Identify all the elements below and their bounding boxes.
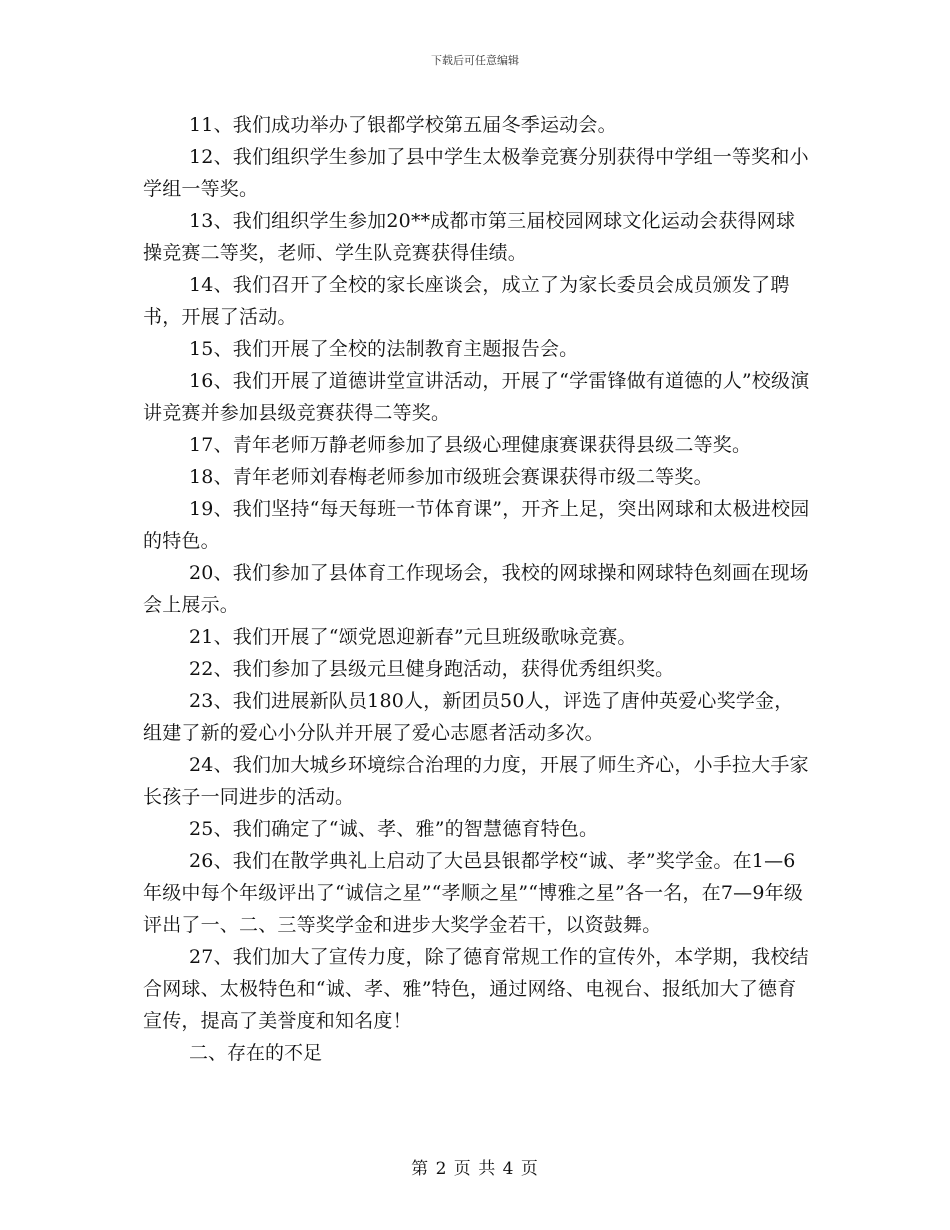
paragraph-13: 13、我们组织学生参加20**成都市第三届校园网球文化运动会获得网球操竞赛二等奖，老师、学生队竞赛获得佳绩。 — [143, 210, 796, 264]
paragraph-11: 11、我们成功举办了银都学校第五届冬季运动会。 — [189, 114, 617, 136]
paragraph-17: 17、青年老师万静老师参加了县级心理健康赛课获得县级二等奖。 — [189, 434, 752, 456]
paragraph-14: 14、我们召开了全校的家长座谈会，成立了为家长委员会成员颁发了聘书，开展了活动。 — [143, 274, 790, 328]
paragraph-27: 27、我们加大了宣传力度，除了德育常规工作的宣传外，本学期，我校结合网球、太极特色和“诚、孝、雅”特色，通过网络、电视台、报纸加大了德育宣传，提高了美誉度和知名度！ — [143, 946, 809, 1032]
paragraph-24: 24、我们加大城乡环境综合治理的力度，开展了师生齐心，小手拉大手家长孩子一同进步的活动。 — [143, 754, 809, 808]
page-number: 第 2 页 共 4 页 — [411, 1159, 539, 1179]
paragraph-25: 25、我们确定了“诚、孝、雅”的智慧德育特色。 — [189, 818, 599, 840]
paragraph-18: 18、青年老师刘春梅老师参加市级班会赛课获得市级二等奖。 — [189, 466, 713, 488]
section-heading: 二、存在的不足 — [189, 1042, 323, 1064]
paragraph-21: 21、我们开展了“颂党恩迎新春”元旦班级歌咏竞赛。 — [189, 626, 637, 648]
paragraph-12: 12、我们组织学生参加了县中学生太极拳竞赛分别获得中学组一等奖和小学组一等奖。 — [143, 146, 809, 200]
paragraph-19: 19、我们坚持“每天每班一节体育课”，开齐上足，突出网球和太极进校园的特色。 — [143, 498, 810, 552]
paragraph-15: 15、我们开展了全校的法制教育主题报告会。 — [189, 338, 579, 360]
paragraph-23: 23、我们进展新队员180人，新团员50人，评选了唐仲英爱心奖学金，组建了新的爱心小分队并开展了爱心志愿者活动多次。 — [143, 690, 794, 744]
header-note: 下载后可任意编辑 — [431, 54, 519, 67]
paragraph-22: 22、我们参加了县级元旦健身跑活动，获得优秀组织奖。 — [189, 658, 675, 680]
paragraph-16: 16、我们开展了道德讲堂宣讲活动，开展了“学雷锋做有道德的人”校级演讲竞赛并参加县级竞赛获得二等奖。 — [143, 370, 810, 424]
paragraph-20: 20、我们参加了县体育工作现场会，我校的网球操和网球特色刻画在现场会上展示。 — [143, 562, 809, 616]
paragraph-26: 26、我们在散学典礼上启动了大邑县银都学校“诚、孝”奖学金。在1—6年级中每个年级评出了“诚信之星”“孝顺之星”“博雅之星”各一名，在7—9年级评出了一、二、三等奖学金和进步大奖学金若干，以资鼓舞。 — [143, 850, 804, 936]
document-body — [143, 109, 811, 1069]
